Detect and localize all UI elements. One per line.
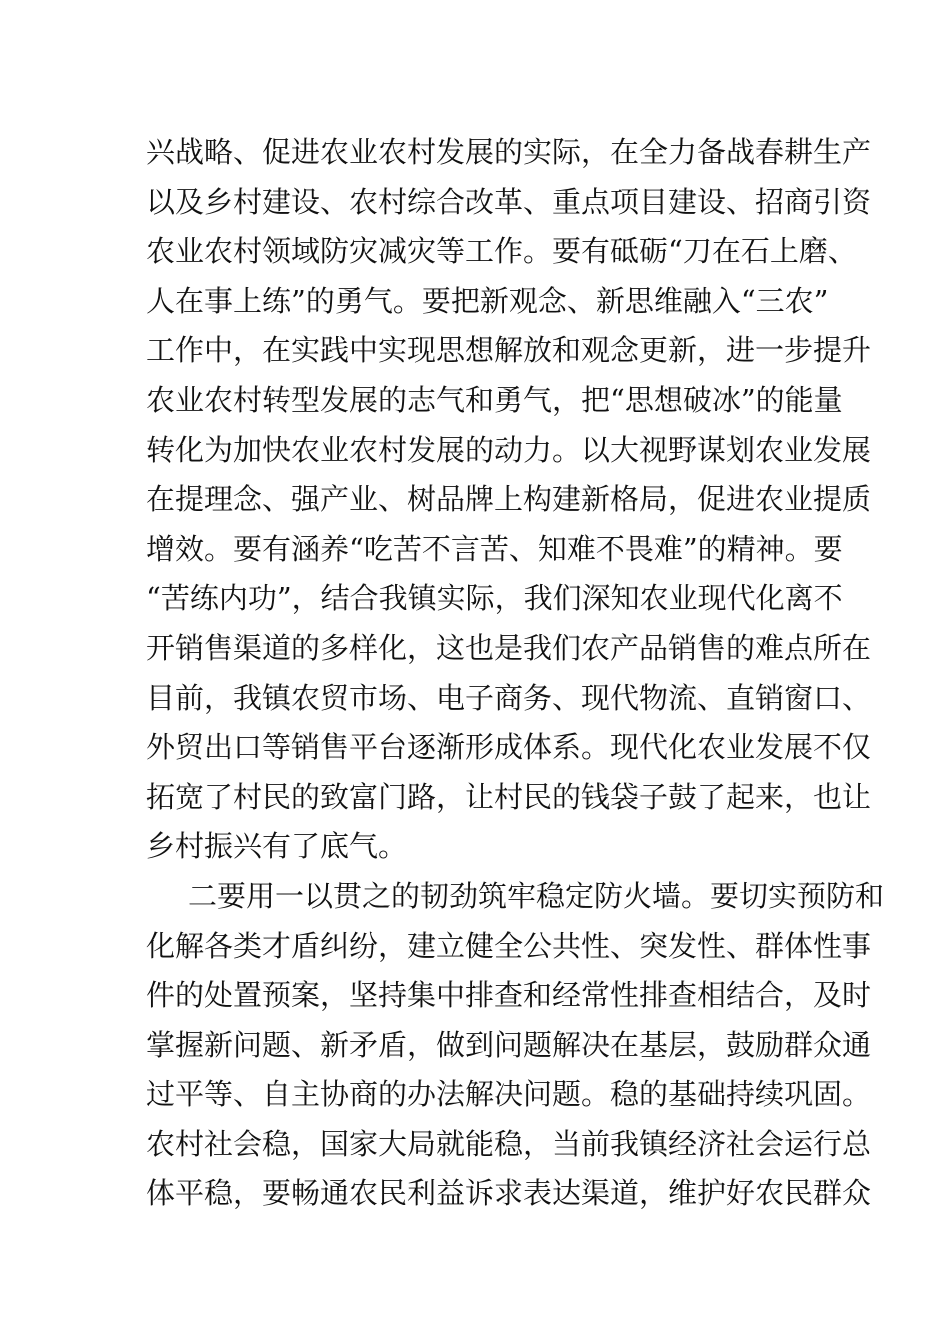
text-line-12: 目前，我镇农贸市场、电子商务、现代物流、直销窗口、 (146, 680, 872, 715)
text-line-13: 外贸出口等销售平台逐渐形成体系。现代化农业发展不仅 (146, 730, 872, 765)
text-line-21: 农村社会稳，国家大局就能稳，当前我镇经济社会运行总 (146, 1126, 872, 1161)
text-line-18: 件的处置预案，坚持集中排查和经常性排查相结合，及时 (146, 978, 872, 1013)
text-line-7: 转化为加快农业农村发展的动力。以大视野谋划农业发展 (146, 432, 872, 467)
text-line-9: 增效。要有涵养“吃苦不言苦、知难不畏难”的精神。要 (146, 531, 843, 566)
text-line-2: 以及乡村建设、农村综合改革、重点项目建设、招商引资 (146, 184, 872, 219)
text-line-17: 化解各类才盾纠纷，建立健全公共性、突发性、群体性事 (146, 928, 872, 963)
text-line-15: 乡村振兴有了底气。 (146, 829, 408, 864)
text-line-6: 农业农村转型发展的志气和勇气，把“思想破冰”的能量 (146, 382, 843, 417)
text-line-3: 农业农村领域防灾减灾等工作。要有砥砺“刀在石上磨、 (146, 234, 857, 269)
text-line-22: 体平稳，要畅通农民利益诉求表达渠道，维护好农民群众 (146, 1176, 872, 1211)
body-text (146, 128, 885, 1219)
text-line-1: 兴战略、促进农业农村发展的实际，在全力备战春耕生产 (146, 135, 872, 169)
text-line-19: 掌握新问题、新矛盾，做到问题解决在基层，鼓励群众通 (146, 1027, 872, 1062)
text-line-14: 拓宽了村民的致富门路，让村民的钱袋子鼓了起来，也让 (146, 779, 872, 814)
text-line-11: 开销售渠道的多样化，这也是我们农产品销售的难点所在 (146, 630, 872, 665)
text-line-16: 二要用一以贯之的韧劲筑牢稳定防火墙。要切实预防和 (188, 878, 885, 913)
text-line-8: 在提理念、强产业、树品牌上构建新格局，促进农业提质 (146, 482, 872, 517)
text-line-4: 人在事上练”的勇气。要把新观念、新思维融入“三农” (146, 283, 829, 318)
text-line-10: “苦练内功”，结合我镇实际，我们深知农业现代化离不 (146, 581, 843, 616)
text-line-20: 过平等、自主协商的办法解决问题。稳的基础持续巩固。 (146, 1077, 872, 1112)
text-line-5: 工作中，在实践中实现思想解放和观念更新，进一步提升 (146, 333, 872, 368)
